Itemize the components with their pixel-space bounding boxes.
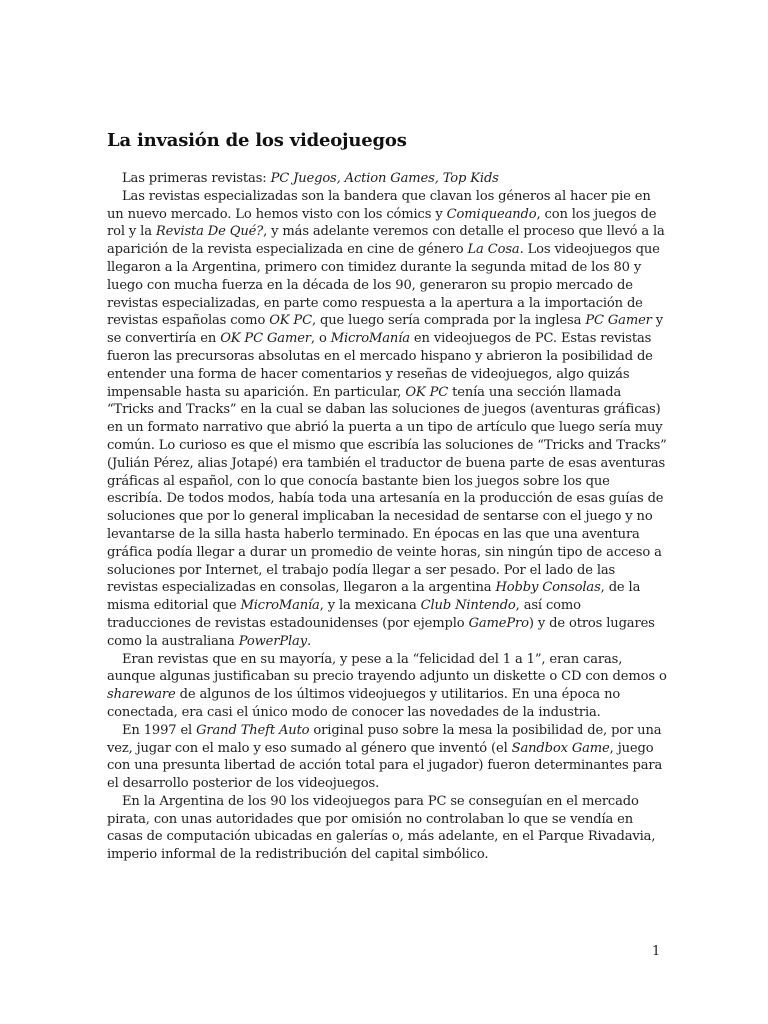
italic-title: Club Nintendo	[420, 598, 516, 614]
text-run: , con los juegos de rol y la	[107, 206, 657, 240]
text-run: . Los videojuegos que llegaron a la Argentina, primero con timidez durante la segunda mitad de los 80 y luego con mucha fuerza en la década de los 90, generaron su propio mercado de revistas especializadas, en parte como respuesta a la apertura a la importación de revistas españolas como	[107, 242, 660, 329]
italic-title: OK PC	[405, 384, 449, 400]
text-run: En la Argentina de los 90 los videojuegos para PC se conseguían en el mercado pirata, con unas autoridades que por omisión no controlaban lo que se vendía en casas de computación ubicadas en galerías o, más adelante, en el Parque Rivadavia, imperio informal de la redistribución del capital simbólico.	[107, 793, 656, 863]
italic-title: Sandbox Game	[511, 740, 610, 756]
italic-title: shareware	[107, 687, 176, 703]
body-paragraph	[107, 188, 667, 651]
text-run: , así como traducciones de revistas estadounidenses (por ejemplo	[107, 598, 581, 631]
italic-title: Comiqueando	[446, 206, 537, 222]
italic-title: Revista De Qué?	[155, 224, 264, 240]
italic-title: MicroManía	[330, 331, 410, 347]
text-run: , que luego sería comprada por la inglesa	[311, 313, 586, 329]
text-run: .	[306, 633, 311, 649]
section-title: La invasión de los videojuegos	[107, 130, 407, 151]
italic-title: OK PC Gamer	[220, 331, 311, 347]
italic-title: PC Juegos, Action Games, Top Kids	[270, 171, 499, 186]
text-run: Las primeras revistas:	[122, 171, 271, 186]
text-run: , o	[310, 331, 331, 347]
text-run: y se convertiría en	[107, 313, 664, 347]
body-paragraph	[107, 793, 667, 864]
text-run: en videojuegos de PC. Estas revistas fueron las precursoras absolutas en el mercado hispano y abrieron la posibilidad de entender una forma de hacer comentarios y reseñas de videojuegos, algo quizás impensable hasta su aparición. En particular,	[107, 331, 653, 400]
italic-title: La Cosa	[467, 242, 520, 258]
italic-title: OK PC	[269, 313, 312, 329]
text-run: Las revistas especializadas son la bandera que clavan los géneros al hacer pie en un nuevo mercado. Lo hemos visto con los cómics y	[107, 188, 651, 222]
text-run: , y la mexicana	[319, 598, 421, 614]
text-run: de algunos de los últimos videojuegos y utilitarios. En una época no conectada, era casi el único modo de conocer las novedades de la industria.	[107, 687, 621, 720]
italic-title: PC Gamer	[585, 313, 652, 329]
body-paragraph	[107, 722, 667, 793]
text-run: Eran revistas que en su mayoría, y pese a la “felicidad del 1 a 1”, eran caras, aunque algunas justificaban su precio trayendo adjunto un diskette o CD con demos o	[107, 651, 667, 685]
italic-title: GamePro	[468, 615, 529, 631]
text-run: , juego con una presunta libertad de acción total para el jugador) fueron determinantes para el desarrollo posterior de los videojuegos.	[107, 740, 663, 792]
subheading-paragraph	[107, 170, 667, 188]
text-run: , de la misma editorial que	[107, 580, 641, 614]
text-run: original puso sobre la mesa la posibilidad de, por una vez, jugar con el malo y eso sumado al género que inventó (el	[107, 722, 662, 756]
text-run: , y más adelante veremos con detalle el proceso que llevó a la aparición de la revista especializada en cine de género	[107, 224, 665, 258]
text-run: ) y de otros lugares como la australiana	[107, 615, 655, 649]
italic-title: MicroManía	[240, 598, 320, 614]
body-paragraph	[107, 651, 667, 722]
italic-title: Grand Theft Auto	[196, 722, 310, 738]
italic-title: PowerPlay	[238, 633, 307, 649]
text-run: tenía una sección llamada “Tricks and Tracks” en la cual se daban las soluciones de juegos (aventuras gráficas) en un formato narrativo que abrió la puerta a un tipo de artículo que luego sería muy común. Lo curioso es que el mismo que escribía las soluciones de “Tricks and Tracks” (Julián Pérez, alias Jotapé) era también el traductor de buena parte de esas aventuras gráficas al español, con lo que conocía bastante bien los juegos sobre los que escribía. De todos modos, había toda una artesanía en la producción de esas guías de soluciones que por lo general implicaban la necesidad de sentarse con el juego y no levantarse de la silla hasta haberlo terminado. En épocas en las que una aventura gráfica podía llegar a durar un promedio de veinte horas, sin ningún tipo de acceso a soluciones por Internet, el trabajo podía llegar a ser pesado. Por el lado de las revistas especializadas en consolas, llegaron a la argentina	[107, 384, 667, 596]
page-number: 1	[652, 944, 661, 959]
body-text	[107, 170, 667, 864]
italic-title: Hobby Consolas	[495, 580, 601, 596]
text-run: En 1997 el	[122, 722, 197, 738]
